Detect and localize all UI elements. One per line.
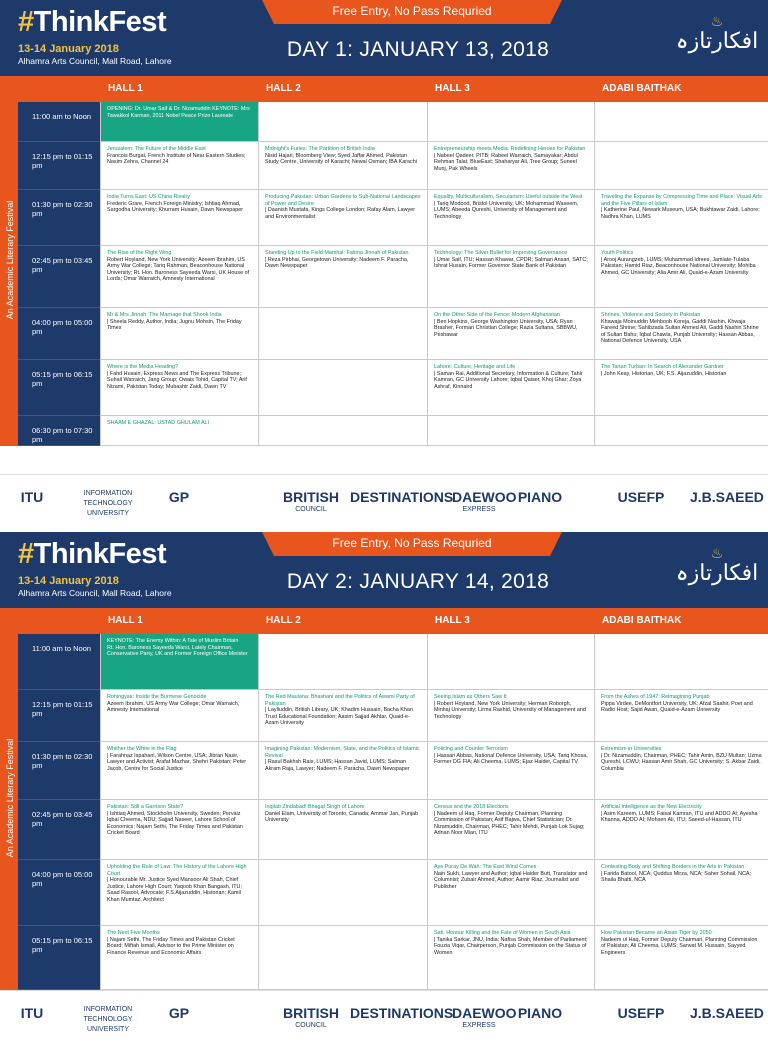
hall-header: HALL 3 — [435, 615, 470, 626]
session-title: The Tartan Turban: In Search of Alexander Gardner — [601, 364, 724, 370]
session-cell — [258, 860, 427, 925]
schedule-row — [100, 690, 768, 742]
session-cell — [427, 246, 594, 307]
session-cell — [594, 742, 768, 799]
session-speakers: | Farahnaz Ispahani, Wilson Centre, USA; Jibran Nasir, Lawyer and Activist; Arafat Mazhar, Shehri Pakistan; Peter Jacob, Centre for Social Justice — [107, 752, 247, 772]
schedule-row — [100, 634, 768, 690]
session-cell — [100, 926, 258, 989]
session-cell — [427, 742, 594, 799]
header-banner — [0, 532, 768, 608]
sponsor-name: ITU — [20, 489, 44, 505]
sponsor-name: BRITISH — [283, 1005, 339, 1021]
schedule-row — [100, 416, 768, 446]
hall-header: HALL 2 — [266, 83, 301, 94]
sidebar-strip — [0, 76, 18, 446]
session-cell — [594, 634, 768, 689]
brand-name: ThinkFest — [33, 538, 167, 570]
sponsor-name: COUNCIL — [295, 1022, 327, 1029]
session-title: The Next Five Months — [107, 930, 160, 936]
sponsor-name: DAEWOO — [452, 489, 517, 505]
session-cell — [258, 416, 427, 445]
session-speakers: | Nabeel Qadeer, PITB; Rabeel Warraich, Samayakar; Abdul Rehman Talat, BlueEast; Shaharyar Ali, Tree Group; Suneel Munj, Pak Wheels — [434, 152, 578, 172]
session-title: Inqilab Zindabad! Bhagat Singh of Lahore — [265, 804, 365, 810]
sponsor-name: BRITISH — [283, 489, 339, 505]
session-speakers: | Tariq Modood, Bristol University, UK; Mohammad Waseem, LUMS; Abeeda Qureshi, University of Management and Technology — [434, 200, 579, 220]
session-cell — [100, 742, 258, 799]
sponsor-logo — [452, 1005, 517, 1037]
schedule-row — [100, 246, 768, 308]
sidebar-strip — [0, 608, 18, 990]
session-cell — [258, 926, 427, 989]
free-entry-notice: Free Entry, No Pass Requried — [332, 536, 492, 550]
session-title: Extremism in Universities — [601, 746, 662, 752]
sponsor-logo — [164, 1005, 194, 1037]
session-title: The Rise of the Right Wing — [107, 250, 172, 256]
schedule-row — [100, 190, 768, 246]
sponsor-logo — [164, 489, 194, 521]
session-cell — [594, 142, 768, 189]
hall-header: ADABI BAITHAK — [602, 83, 682, 94]
session-title: Contesting Body and Shifting Borders in the Arts in Pakistan — [601, 864, 745, 870]
sponsor-logo — [78, 489, 138, 521]
session-title: On the Other Side of the Fence: Modern Afghanistan — [434, 312, 560, 318]
sponsor-name: COUNCIL — [295, 506, 327, 513]
festival-dates: 13-14 January 2018 — [18, 43, 119, 55]
logo-text: افکارتازہ — [675, 561, 759, 586]
session-cell — [594, 102, 768, 141]
session-speakers: | Ishtiaq Ahmed, Stockholm University, Sweden; Pervaiz Iqbal Cheema, NDU; Sajjad Naseer, Lahore School of Economics; Najam Sethi, The Friday Times and Pakistan Cricket Board — [107, 810, 243, 837]
session-speakers: | Honourable Mr. Justice Syed Mansoor Ali Shah, Chief Justice, Lahore High Court; Yaqoob Khan Bangash, ITU; Saad Rasool, Advocate; F.S.Aijazuddin, Historian; Kamil Khan Mumtaz, Architect — [107, 877, 242, 903]
schedule-grid — [100, 102, 768, 446]
sponsor-logo — [616, 1005, 666, 1037]
session-title: Lahore: Culture, Heritage and Life — [434, 364, 516, 370]
session-title: Sati, Honour Killing and the Fate of Women in South Asia — [434, 930, 571, 936]
schedule-row — [100, 860, 768, 926]
sponsor-name: ITU — [20, 1005, 44, 1021]
session-cell — [100, 142, 258, 189]
session-speakers: | Ben Hopkins, George Washington University, USA; Ryan Brasher, Forman Christian College; Razia Sultana, SBBWU, Peshawar — [434, 318, 578, 338]
session-title: Equality, Multiculturalism, Secularism: Useful outside the West — [434, 194, 583, 200]
session-cell — [427, 190, 594, 245]
sponsor-logo — [276, 489, 346, 521]
session-title: Census and the 2018 Elections — [434, 804, 509, 810]
session-title: Whither the White in the Flag — [107, 746, 177, 752]
session-cell — [594, 308, 768, 359]
session-cell — [100, 308, 258, 359]
header-banner — [0, 0, 768, 76]
session-speakers: Daniel Elam, University of Toronto, Canada; Ammar Jan, Punjab University — [265, 810, 419, 824]
session-cell — [100, 360, 258, 415]
sponsor-logo — [350, 489, 454, 521]
session-cell — [594, 800, 768, 859]
sponsor-name: DESTINATIONS — [350, 489, 454, 505]
session-cell — [258, 360, 427, 415]
hall-header: ADABI BAITHAK — [602, 615, 682, 626]
schedule-row — [100, 142, 768, 190]
afkar-e-taza-logo — [672, 14, 762, 64]
sponsor-logo — [452, 489, 517, 521]
schedule-row — [100, 742, 768, 800]
time-column — [18, 102, 100, 446]
session-cell — [594, 190, 768, 245]
sponsor-name: PIANO — [517, 489, 563, 505]
session-speakers: | Fahd Husain, Express News and The Express Tribune; Suhail Warraich, Jang Group; Owais Tohid, Capital TV; Arif Nizami, Pakistan Today; Mubashir Zaidi, Dawn TV — [107, 370, 247, 390]
session-speakers: | Rasul Bakhsh Rais, LUMS; Hassan Javid, LUMS; Salman Akram Raja, Lawyer; Nadeem F. Paracha, Dawn Newspaper — [265, 759, 410, 772]
day-title: DAY 1: JANUARY 13, 2018 — [286, 38, 550, 61]
session-title: Shrines, Violence and Society in Pakistan — [601, 312, 701, 318]
afkar-e-taza-logo — [672, 546, 762, 596]
schedule-grid — [100, 634, 768, 990]
time-slot: 01:30 pm to 02:30 pm — [18, 742, 100, 800]
session-cell — [594, 860, 768, 925]
schedule-row — [100, 102, 768, 142]
session-speakers: | Najam Sethi, The Friday Times and Pakistan Cricket Board; Miftah Ismail, Advisor to the Prime Minister on Finance Revenue and Economic Affairs — [107, 936, 235, 956]
hall-header-row — [18, 76, 768, 102]
session-cell — [258, 634, 427, 689]
session-title: Youth Politics — [601, 250, 634, 256]
time-slot: 02:45 pm to 03:45 pm — [18, 800, 100, 860]
sponsor-name: J.B.SAEED — [690, 489, 764, 505]
session-speakers: | Dr. Nizamuddin, Chairman, PHEC; Tahir Amin, BZU Multan; Uzma Qureshi, LCWU; Hassan Amir Shah, GC University; S. Akbar Zaidi, Columbia — [601, 752, 762, 772]
session-title: Midnight's Furies: The Partition of British India — [265, 146, 375, 152]
session-cell — [427, 102, 594, 141]
session-speakers: | Daanish Mustafa, Kings College London; Rafay Alam, Lawyer and Environmentalist — [265, 207, 416, 220]
sponsor-name: DAEWOO — [452, 1005, 517, 1021]
session-cell — [594, 690, 768, 741]
session-title: How Pakistan Became an Asian Tiger by 2050 — [601, 930, 712, 936]
session-cell — [427, 308, 594, 359]
sponsor-logo — [690, 489, 764, 521]
time-slot: 04:00 pm to 05:00 pm — [18, 860, 100, 926]
session-cell — [100, 246, 258, 307]
schedule-row — [100, 926, 768, 990]
sponsor-logo — [690, 1005, 764, 1037]
session-title: Artificial Intelligence as the New Electricity — [601, 804, 702, 810]
session-title: Entrepreneurship meets Media: Redefining Heroes for Pakistan — [434, 146, 586, 152]
session-speakers: | Robert Hoyland, New York University; Herman Roborgh, Minhaj University; Lirma Rashid, University of Management and Technology — [434, 700, 586, 720]
day-title: DAY 2: JANUARY 14, 2018 — [286, 570, 550, 593]
session-cell — [100, 800, 258, 859]
session-cell — [427, 800, 594, 859]
session-speakers: | Umar Saif, ITU; Hassan Khawar, CPDR; Salman Ansari, SATC; Ishrat Husain, Former Governor State Bank of Pakistan — [434, 256, 588, 270]
session-cell — [100, 190, 258, 245]
session-cell — [258, 246, 427, 307]
session-speakers: | John Keay, Historian, UK; F.S. Aijazuddin, Historian — [601, 370, 727, 377]
session-title: Mr & Mrs Jinnah: The Marriage that Shook India — [107, 312, 222, 318]
session-cell — [258, 142, 427, 189]
sponsor-name: GP — [168, 1005, 190, 1021]
session-speakers: Khawaja Moinuddin Mehboob Koreja, Gaddi Nashin, Khwaja Fareed Shrine; Sahibzada Sultan Ahmed Ali, Gaddi Nashin Shrine of Sultan Bahu; Iqbal Chawla, Punjab University; Hassan Abbas, National Defence University, USA — [601, 318, 759, 345]
session-cell — [258, 800, 427, 859]
festival-dates: 13-14 January 2018 — [18, 575, 119, 587]
sponsor-logo — [510, 1005, 570, 1037]
session-title: Imagining Pakistan: Modernism, State, and the Politics of Islamic Revival — [265, 746, 420, 759]
brand-hash: # — [18, 538, 34, 570]
time-slot: 02:45 pm to 03:45 pm — [18, 246, 100, 308]
session-cell — [258, 102, 427, 141]
time-slot: 06:30 pm to 07:30 pm — [18, 416, 100, 446]
hall-header: HALL 1 — [108, 615, 143, 626]
time-slot: 04:00 pm to 05:00 pm — [18, 308, 100, 360]
session-title: India Turns East: US China Rivalry — [107, 194, 190, 200]
session-speakers: | Nadeem ul Haq, Former Deputy Chairman, Planning Commission of Pakistan; Asif Bajwa, Chief Statistician; Dr. Nizamuddin, Chairman, PHEC; Tahir Mehdi, Punjab Lok Sujag; Adnan Noor Mian, ITU — [434, 810, 585, 837]
session-title: Policing and Counter Terrorism — [434, 746, 508, 752]
session-title: From the Ashes of 1947: Reimagining Punjab — [601, 694, 710, 700]
session-speakers: | Sheela Reddy, Author, India; Jugnu Mohsin, The Friday Times — [107, 318, 242, 332]
sponsor-logo — [616, 489, 666, 521]
sponsor-name: EXPRESS — [462, 1022, 496, 1029]
session-speakers: Francois Burgat, French Institute of Near Eastern Studies; Nasim Zehra, Channel 24 — [107, 152, 246, 166]
sidebar-label: An Academic Literary Festival — [5, 738, 15, 858]
session-speakers: | Tanika Sarkar, JNU, India; Nafisa Shah, Member of Parliament; Fouzia Viqar, Chairperson, Punjab Commission on the Status of Women — [434, 936, 588, 956]
sponsor-logo — [510, 489, 570, 521]
time-slot: 11:00 am to Noon — [18, 634, 100, 690]
session-cell — [427, 416, 594, 445]
time-slot: 11:00 am to Noon — [18, 102, 100, 142]
session-cell — [427, 360, 594, 415]
logo-text: افکارتازہ — [675, 29, 759, 54]
session-cell — [258, 690, 427, 741]
session-title: Upholding the Rule of Law: The History of the Lahore High Court — [107, 864, 247, 877]
session-cell — [427, 142, 594, 189]
sponsor-logo — [14, 489, 50, 521]
session-speakers: Rt. Hon. Baroness Sayeeda Warsi, Lately Chairman, Conservative Party, UK and Former Foreign Office Minister — [107, 644, 248, 658]
session-title: Standing Up to the Field Marshal: Fatima Jinnah of Pakistan — [265, 250, 409, 256]
sponsor-strip — [0, 990, 768, 1050]
session-cell — [100, 102, 258, 141]
session-title: Jerusalem: The Future of the Middle East — [107, 146, 206, 152]
session-cell — [594, 926, 768, 989]
session-cell — [100, 634, 258, 689]
session-cell — [427, 926, 594, 989]
session-speakers: | Saman Rai, Additional Secretary, Information & Culture; Tahir Kamran, GC University Lahore; Iqbal Qaiser, Khoj Ghar; Zoya Ashraf, Kinnaird — [434, 370, 583, 390]
brand-hash: # — [18, 6, 34, 38]
sponsor-logo — [78, 1005, 138, 1037]
session-cell — [427, 690, 594, 741]
session-cell — [427, 860, 594, 925]
sponsor-logo — [350, 1005, 454, 1037]
sponsor-strip — [0, 474, 768, 534]
session-speakers: | Hassan Abbas, National Defence University, USA; Tariq Khosa, Former DG FIA; Ali Cheema, LUMS; Ejaz Haider, Capital TV — [434, 752, 588, 766]
time-slot: 05:15 pm to 06:15 pm — [18, 360, 100, 416]
session-cell — [258, 308, 427, 359]
sponsor-name: PIANO — [517, 1005, 563, 1021]
time-slot: 01:30 pm to 02:30 pm — [18, 190, 100, 246]
session-cell — [594, 246, 768, 307]
session-speakers: Nisid Hajari, Bloomberg View; Syed Jaffar Ahmed, Pakistan Study Centre, University of Karachi; Newal Osman; IBA Karachi — [265, 152, 417, 166]
sidebar-label: An Academic Literary Festival — [5, 200, 15, 320]
thinkfest-brand — [18, 538, 166, 571]
time-slot: 12:15 pm to 01:15 pm — [18, 142, 100, 190]
festival-venue: Alhamra Arts Council, Mall Road, Lahore — [18, 588, 172, 598]
session-title: Pakistan: Still a Garrison State? — [107, 804, 184, 810]
session-cell — [594, 416, 768, 445]
session-speakers: Azeem Ibrahim, US Army War College; Omar Warraich, Amnesty International — [107, 700, 240, 714]
session-speakers: Pippa Virdee, DeMontfort University, UK; Afzal Saahir, Poet and Radio Host; Sajid Awan, Quaid-e-Azam University — [601, 700, 753, 714]
session-speakers: | Layliuddin, British Library, UK; Khadim Hussain, Bacha Khan Trust Educational Foundation; Aasim Sajjad Akhtar, Quaid-e-Azam University — [265, 707, 413, 727]
session-speakers: Frederic Grare, French Foreign Ministry; Ishtiaq Ahmad, Sargodha University; Khurram Husain, Dawn Newspaper — [107, 200, 244, 214]
session-cell — [100, 416, 258, 445]
session-title: KEYNOTE: The Enemy Within: A Tale of Muslim Britain — [107, 638, 239, 644]
session-speakers: Nain Sukh, Lawyer and Author; Iqbal Haider Butt, Translator and Columnist; Zubair Ahmed, Author; Aamir Riaz, Journalist and Publisher — [434, 870, 588, 890]
hall-header: HALL 3 — [435, 83, 470, 94]
schedule-row — [100, 360, 768, 416]
flame-icon: ♨ — [710, 545, 724, 561]
sponsor-name: USEFP — [617, 489, 665, 505]
session-title: Where is the Media Heading? — [107, 364, 179, 370]
sponsor-name: USEFP — [617, 1005, 665, 1021]
session-cell — [594, 360, 768, 415]
session-speakers: | Reza Pirbhai, Georgetown University; Nadeem F. Paracha, Dawn Newspaper — [265, 256, 409, 270]
session-title: Technology: The Silver Bullet for Improving Governance — [434, 250, 568, 256]
session-speakers: Robert Hoyland, New York University; Azeem Ibrahim, US Army War College; Tariq Rahman, Beaconhouse National University; Rt. Hon. Baroness Sayeeda Warsi, UK House of Lords; Omar Warraich, Amnesty International — [107, 256, 250, 283]
sponsor-logo — [14, 1005, 50, 1037]
session-speakers: Nadeem ul Haq, Former Deputy Chairman, Planning Commission of Pakistan; Ali Cheema, LUMS; Sarwat M. Hussain, Sayyed Engineers — [601, 936, 758, 956]
hall-header: HALL 2 — [266, 615, 301, 626]
time-slot: 05:15 pm to 06:15 pm — [18, 926, 100, 990]
sponsor-name: J.B.SAEED — [690, 1005, 764, 1021]
sponsor-name: EXPRESS — [462, 506, 496, 513]
session-title: Seeing Islam as Others Saw It — [434, 694, 507, 700]
festival-venue: Alhamra Arts Council, Mall Road, Lahore — [18, 56, 172, 66]
schedule-row — [100, 308, 768, 360]
hall-header: HALL 1 — [108, 83, 143, 94]
sponsor-name: INFORMATION TECHNOLOGY UNIVERSITY — [83, 490, 133, 517]
session-speakers: | Asim Kareem, LUMS; Faisal Kamran, ITU and ADDO AI; Ayesha Khanna, ADDO AI; Mohsen Ali, ITU; Saeed-ul-Hassan, ITU — [601, 810, 758, 824]
session-title: Producing Pakistan: Urban Gardens to Sub-National Landscapes of Power and Desire — [265, 194, 421, 207]
flame-icon: ♨ — [710, 13, 724, 29]
sponsor-logo — [276, 1005, 346, 1037]
session-title: Rohingyas: Inside the Burmese Genocide — [107, 694, 207, 700]
session-title: Aye Puray De Wah: The East Wind Comes — [434, 864, 537, 870]
brand-name: ThinkFest — [33, 6, 167, 38]
session-title: OPENING: Dr. Umar Saif & Dr. Nizamuddin KEYNOTE: Mrs Tawakkol Karman, 2011 Nobel Peace Prize Laureate — [107, 106, 250, 119]
session-cell — [100, 690, 258, 741]
sponsor-name: DESTINATIONS — [350, 1005, 454, 1021]
time-column — [18, 634, 100, 990]
session-speakers: | Katherine Paul, Newark Museum, USA; Bukhtawar Zaidi, Lahore; Nadhra Khan, LUMS — [601, 207, 760, 220]
sponsor-name: GP — [168, 489, 190, 505]
schedule-row — [100, 800, 768, 860]
session-cell — [100, 860, 258, 925]
session-cell — [258, 190, 427, 245]
session-title: The Red Maulana: Bhashani and the Politics of Awami Party of Pakistan — [265, 694, 415, 707]
sponsor-name: INFORMATION TECHNOLOGY UNIVERSITY — [83, 1006, 133, 1033]
session-cell — [258, 742, 427, 799]
day2-schedule — [0, 532, 768, 1033]
time-slot: 12:15 pm to 01:15 pm — [18, 690, 100, 742]
session-cell — [427, 634, 594, 689]
session-speakers: | Farida Batool, NCA; Quddus Mirza, NCA; Saher Sohail, NCA; Shaila Bhatti, NCA — [601, 870, 752, 884]
free-entry-notice: Free Entry, No Pass Requried — [332, 4, 492, 18]
session-title: Traveling the Expanse by Compressing Time and Place: Visual Arts and the Five Pillars of Islam — [601, 194, 762, 207]
hall-header-row — [18, 608, 768, 634]
session-speakers: | Arooj Aurangzeb, LUMS; Muhammad Idrees, Jamiate-Tulaba Pakistan; Hamid Riaz, Beaconhouse National University; Mohiba Ahmed, GC University; Alia Amir Ali, Quaid-e-Azam University — [601, 256, 756, 276]
session-title: SHAAM E GHAZAL: USTAD GHULAM ALI — [107, 420, 210, 426]
thinkfest-brand — [18, 6, 166, 39]
